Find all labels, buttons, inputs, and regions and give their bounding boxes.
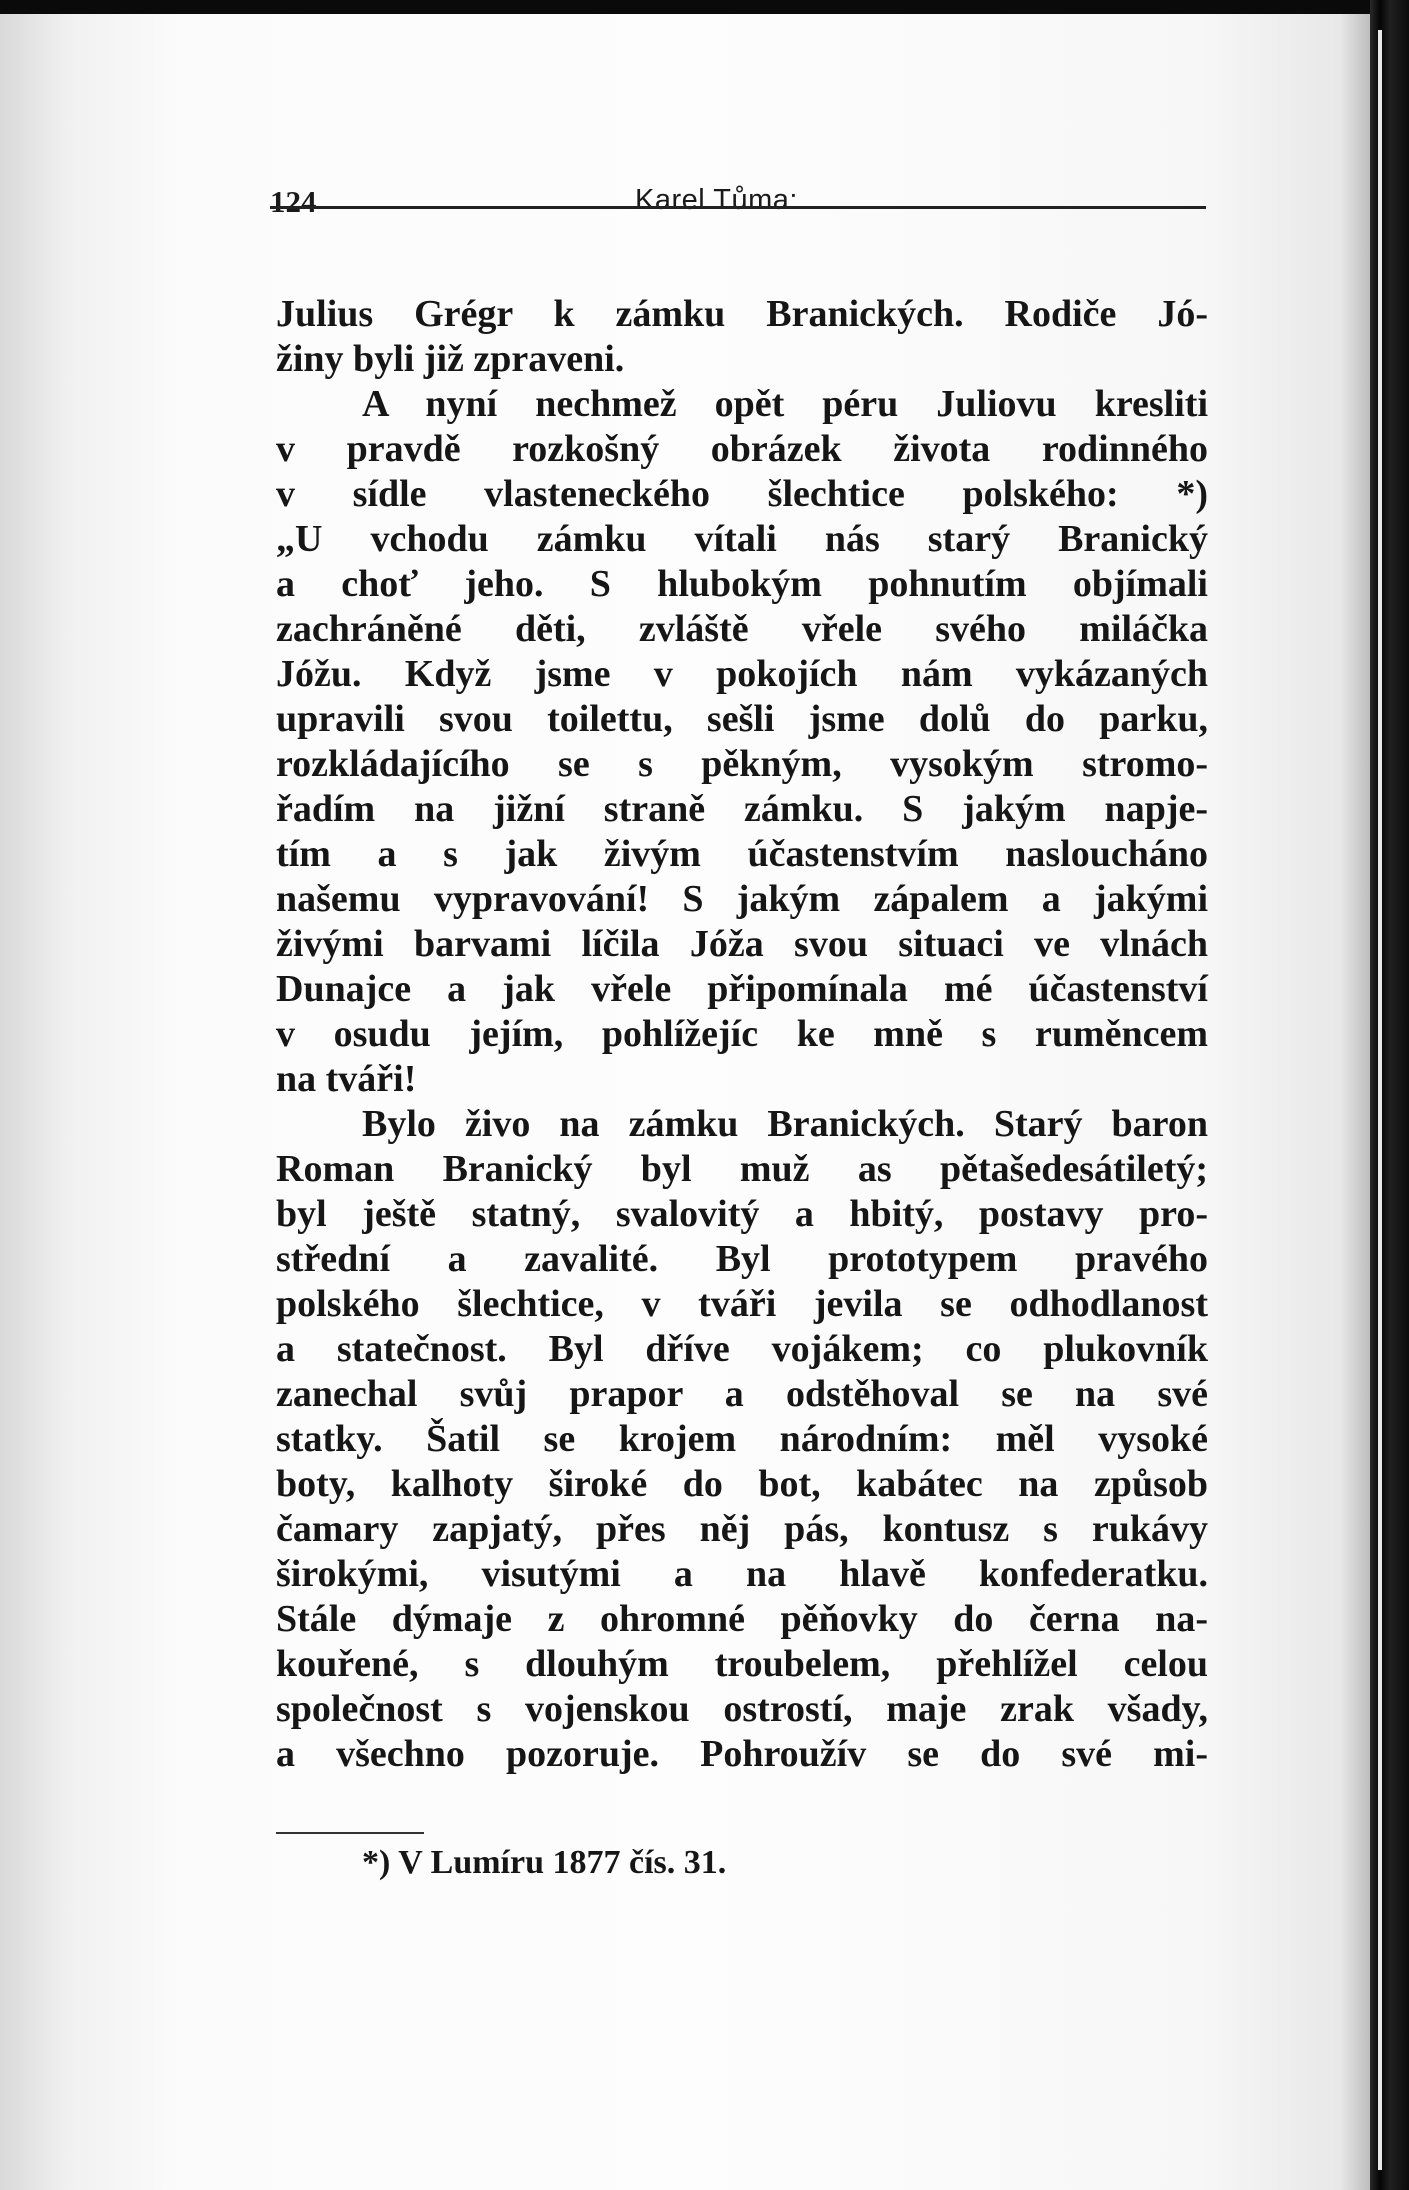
text-line: v osudu jejím, pohlížejíc ke mně s ruměncem [276,1013,1208,1055]
text-line: našemu vypravování! S jakým zápalem a jakými [276,878,1208,920]
text-line: rozkládajícího se s pěkným, vysokým stromo- [276,743,1208,785]
footnote-rule [276,1832,424,1834]
body-text [276,292,1208,1777]
text-line: řadím na jižní straně zámku. S jakým napje- [276,788,1208,830]
text-line: širokými, visutými a na hlavě konfederatku. [276,1553,1208,1595]
text-line: tím a s jak živým účastenstvím nasloucháno [276,833,1208,875]
text-line: kouřené, s dlouhým troubelem, přehlížel celou [276,1643,1208,1685]
text-line: Bylo živo na zámku Branických. Starý baron [362,1103,1208,1145]
text-line: boty, kalhoty široké do bot, kabátec na způsob [276,1463,1208,1505]
text-line: společnost s vojenskou ostrostí, maje zrak všady, [276,1688,1208,1730]
text-line: na tváři! [276,1058,417,1100]
text-line: Jóžu. Když jsme v pokojích nám vykázaných [276,653,1208,695]
gutter-edge [1378,30,1382,2170]
running-head: Karel Tůma: [635,184,798,216]
scan-border-top [0,0,1409,14]
text-line: polského šlechtice, v tváři jevila se odhodlanost [276,1283,1208,1325]
text-line: statky. Šatil se krojem národním: měl vysoké [276,1418,1208,1460]
text-line: upravili svou toilettu, sešli jsme dolů do parku, [276,698,1208,740]
book-gutter [1370,0,1409,2190]
text-line: Julius Grégr k zámku Branických. Rodiče Jó- [276,293,1208,335]
footnote: *) V Lumíru 1877 čís. 31. [362,1844,727,1881]
text-line: živými barvami líčila Jóža svou situaci ve vlnách [276,923,1208,965]
text-line: a statečnost. Byl dříve vojákem; co plukovník [276,1328,1208,1370]
text-line: čamary zapjatý, přes něj pás, kontusz s rukávy [276,1508,1208,1550]
text-line: a choť jeho. S hlubokým pohnutím objímali [276,563,1208,605]
text-line: „U vchodu zámku vítali nás starý Branický [276,518,1208,560]
text-line: a všechno pozoruje. Pohroužív se do své mi- [276,1733,1208,1775]
text-line: střední a zavalité. Byl prototypem pravého [276,1238,1208,1280]
header-rule [270,206,1206,209]
text-line: zachráněné děti, zvláště vřele svého miláčka [276,608,1208,650]
book-page [0,14,1370,2190]
text-line: žiny byli již zpraveni. [276,338,625,380]
page-number: 124 [270,184,317,219]
text-line: Roman Branický byl muž as pětašedesátiletý; [276,1148,1208,1190]
text-line: Stále dýmaje z ohromné pěňovky do černa na- [276,1598,1208,1640]
text-line: byl ještě statný, svalovitý a hbitý, postavy pro- [276,1193,1208,1235]
text-line: Dunajce a jak vřele připomínala mé účastenství [276,968,1208,1010]
text-line: v pravdě rozkošný obrázek života rodinného [276,428,1208,470]
text-line: A nyní nechmež opět péru Juliovu kresliti [362,383,1208,425]
text-line: v sídle vlasteneckého šlechtice polského: *) [276,473,1208,515]
text-line: zanechal svůj prapor a odstěhoval se na své [276,1373,1208,1415]
